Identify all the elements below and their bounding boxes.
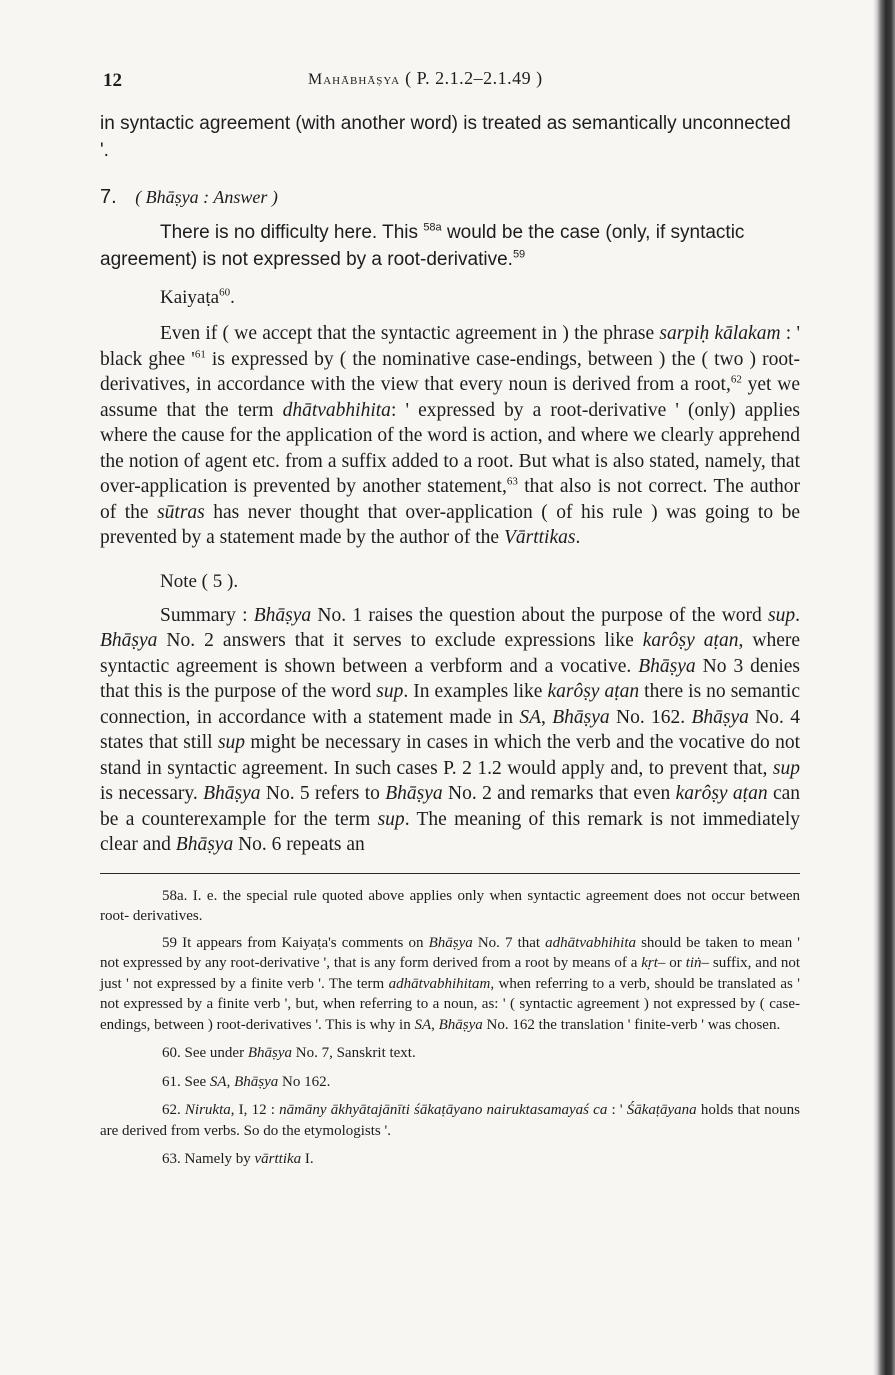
kaiyata-text-2: : ' black ghee '	[100, 323, 800, 370]
footnote-italic: Bhāṣya	[247, 1045, 292, 1061]
footnote-text: or	[665, 955, 686, 971]
page-number: 12	[103, 70, 122, 91]
sup-term: sup	[377, 808, 405, 830]
kaiyata-paragraph	[100, 321, 800, 551]
footnote-number: 60.	[162, 1045, 181, 1061]
answer-text-a: There is no difficulty here. This	[160, 222, 419, 243]
summary-text: , where syntactic agreement is shown between a verbform and a vocative.	[100, 630, 801, 677]
footnote-italic: kṛt–	[641, 955, 666, 971]
summary-text: can be a counterexample for the term	[100, 783, 801, 830]
footnote-italic: SA	[209, 1073, 227, 1090]
karosy-atan-term: karôṣy aṭan	[547, 681, 640, 702]
footnote-number: 62.	[162, 1102, 181, 1118]
footnote-italic: SA	[414, 1016, 432, 1033]
section-number: 7.	[100, 186, 117, 208]
running-header	[100, 64, 800, 98]
bhasya-term: Bhāṣya	[253, 604, 312, 626]
footnote-ref-63: 63	[506, 475, 518, 488]
book-spine-edge	[873, 0, 895, 1375]
section-title: ( Bhāṣya : Answer )	[135, 187, 278, 207]
kaiyata-text-5: : ' expressed by a root-derivative ' (only) applies where the cause for the application of the word is action, and where we clearly apprehend the notion of agent etc. from a suffix added to a root. But what is also stated, namely, that over-application is prevented by another statement,	[100, 399, 800, 497]
bhasya-term: Bhāṣya	[100, 630, 158, 651]
footnote-text: , when referring to a verb, should be translated as ' not expressed by a finite verb ', but, when referring to a noun, as: ' ( syntactic agreement ) not expressed by ( case-endings, between ) root-derivatives '. This is why in	[100, 975, 800, 1033]
kaiyata-text-3: is expressed by ( the nominative case-endings, between ) the ( two ) root-derivatives, in accordance with the view that every noun is derived from a root,	[100, 348, 800, 395]
bhasya-term: Bhāṣya	[175, 834, 234, 855]
summary-text: No. 162.	[609, 706, 692, 728]
footnote-text: : '	[607, 1102, 627, 1118]
footnote-italic: vārttika	[254, 1151, 302, 1167]
kaiyata-label	[100, 287, 800, 309]
summary-text: ,	[541, 706, 553, 728]
footnote-italic: adhātvabhihitam	[388, 975, 491, 992]
sup-term: sup	[768, 604, 796, 626]
sup-term: sup	[772, 757, 800, 779]
footnote-italic: Śākaṭāyana	[626, 1102, 697, 1118]
answer-text-b: would be the case (only, if syntactic agreement) is not expressed by a root-derivative.	[100, 222, 745, 270]
footnote-number: 58a.	[162, 887, 188, 904]
note-label: Note ( 5 ).	[160, 570, 239, 592]
footnote-text: See under	[180, 1045, 248, 1061]
summary-text: No. 2 answers that it serves to exclude expressions like	[157, 630, 643, 651]
footnote-63	[100, 1149, 800, 1170]
bhasya-term: Bhāṣya	[552, 706, 610, 728]
running-title	[308, 68, 543, 89]
summary-text: there is no semantic connection, in accordance with a statement made in	[100, 681, 801, 728]
karosy-atan-term: karôṣy aṭan	[642, 630, 739, 651]
term-sutras: sūtras	[157, 501, 205, 523]
footnote-text: holds that nouns are derived from verbs. So do the etymologists '.	[100, 1102, 801, 1139]
footnote-58a	[100, 886, 800, 927]
summary-text: Summary :	[160, 604, 254, 626]
sa-abbrev: SA	[519, 706, 542, 728]
footnote-text: should be taken to mean ' not expressed by any root-derivative ', that is any form derived from a root by means of a	[100, 934, 800, 971]
kaiyata-label-suffix: .	[230, 287, 235, 308]
summary-text: No. 6 repeats an	[233, 834, 365, 855]
footnote-text: No. 7, Sanskrit text.	[291, 1045, 416, 1061]
term-sarpih-kalakam: sarpiḥ kālakam	[659, 323, 781, 344]
carryover-text: in syntactic agreement (with another word) is treated as semantically unconnected '.	[100, 113, 791, 161]
bhasya-term: Bhāṣya	[203, 783, 261, 804]
footnote-italic: Bhāṣya	[234, 1073, 279, 1090]
summary-text: No. 4 states that still	[100, 706, 801, 753]
footnote-divider	[100, 873, 800, 874]
footnote-number: 63.	[162, 1151, 181, 1167]
footnote-62	[100, 1100, 800, 1141]
term-varttikas: Vārttikas	[503, 527, 576, 548]
footnote-number: 61.	[162, 1073, 181, 1090]
footnote-italic: Nirukta	[184, 1102, 231, 1118]
footnote-italic: tiṅ–	[685, 955, 710, 971]
footnote-text: It appears from Kaiyaṭa's comments on	[177, 934, 429, 951]
kaiyata-text-6: that also is not correct. The author of the	[100, 476, 800, 523]
summary-text: .	[795, 604, 800, 626]
footnote-text: Namely by	[180, 1151, 255, 1167]
footnote-61	[100, 1072, 800, 1093]
page	[100, 64, 800, 1174]
footnote-text: No. 162 the translation ' finite-verb ' was chosen.	[482, 1016, 781, 1033]
footnote-number: 59	[162, 934, 177, 951]
kaiyata-label-text: Kaiyaṭa	[160, 287, 220, 308]
kaiyata-text-4: yet we assume that the term	[100, 374, 801, 421]
footnote-59	[100, 933, 800, 1036]
footnote-italic: Bhāṣya	[428, 934, 473, 951]
kaiyata-text-8: .	[575, 527, 581, 548]
section-heading	[100, 186, 800, 209]
summary-text: is necessary.	[100, 783, 204, 804]
footnote-text: ,	[431, 1016, 439, 1033]
footnote-text: suffix, and not just ' not expressed by a finite verb '. The term	[100, 955, 801, 992]
bhasya-term: Bhāṣya	[638, 655, 696, 677]
summary-text: No. 5 refers to	[260, 783, 386, 804]
footnote-text: , I, 12 :	[230, 1102, 280, 1118]
footnote-ref-62: 62	[730, 373, 742, 386]
summary-text: No. 2 and remarks that even	[442, 783, 676, 804]
footnote-italic: adhātvabhihita	[545, 934, 636, 951]
summary-text: . In examples like	[403, 681, 548, 702]
footnote-text: I. e. the special rule quoted above applies only when syntactic agreement does not occur between root- derivatives.	[100, 887, 800, 924]
summary-text: No 3 denies that this is the purpose of the word	[100, 655, 801, 702]
footnote-ref-61: 61	[194, 348, 206, 360]
footnote-ref-60: 60	[219, 286, 231, 299]
sup-term: sup	[376, 681, 404, 702]
footnote-text: See	[180, 1073, 210, 1090]
footnote-text: No 162.	[278, 1073, 331, 1090]
footnote-text: No. 7 that	[472, 934, 546, 951]
bhasya-term: Bhāṣya	[385, 783, 443, 804]
footnote-ref-59: 59	[512, 248, 526, 261]
bhasya-answer	[100, 219, 800, 273]
footnote-italic: nāmāny ākhyātajānīti śākaṭāyano nairuktasamayaś ca	[279, 1102, 608, 1118]
summary-paragraph	[100, 603, 800, 858]
summary-text: might be necessary in cases in which the verb and the vocative do not stand in syntactic agreement. In such cases P. 2 1.2 would apply and, to prevent that,	[100, 732, 801, 779]
footnote-60	[100, 1043, 800, 1064]
summary-text: . The meaning of this remark is not immediately clear and	[100, 808, 800, 855]
karosy-atan-term: karôṣy aṭan	[675, 783, 768, 804]
summary-text: No. 1 raises the question about the purpose of the word	[311, 604, 769, 626]
term-dhatvabhihita: dhātvabhihita	[282, 399, 391, 421]
kaiyata-text-7: has never thought that over-application ( of his rule ) was going to be prevented by a statement made by the author of the	[100, 501, 800, 548]
footnote-ref-58a: 58a	[423, 221, 442, 234]
bhasya-term: Bhāṣya	[691, 706, 749, 728]
running-title-main: Mahābhāṣya	[308, 71, 401, 88]
footnote-text: I.	[301, 1151, 314, 1167]
footnote-italic: Bhāṣya	[438, 1016, 483, 1033]
sup-term: sup	[217, 732, 246, 753]
running-title-ref: ( P. 2.1.2–2.1.49 )	[405, 68, 543, 88]
footnote-text: ,	[226, 1073, 235, 1090]
kaiyata-text-1: Even if ( we accept that the syntactic agreement in ) the phrase	[160, 323, 660, 344]
